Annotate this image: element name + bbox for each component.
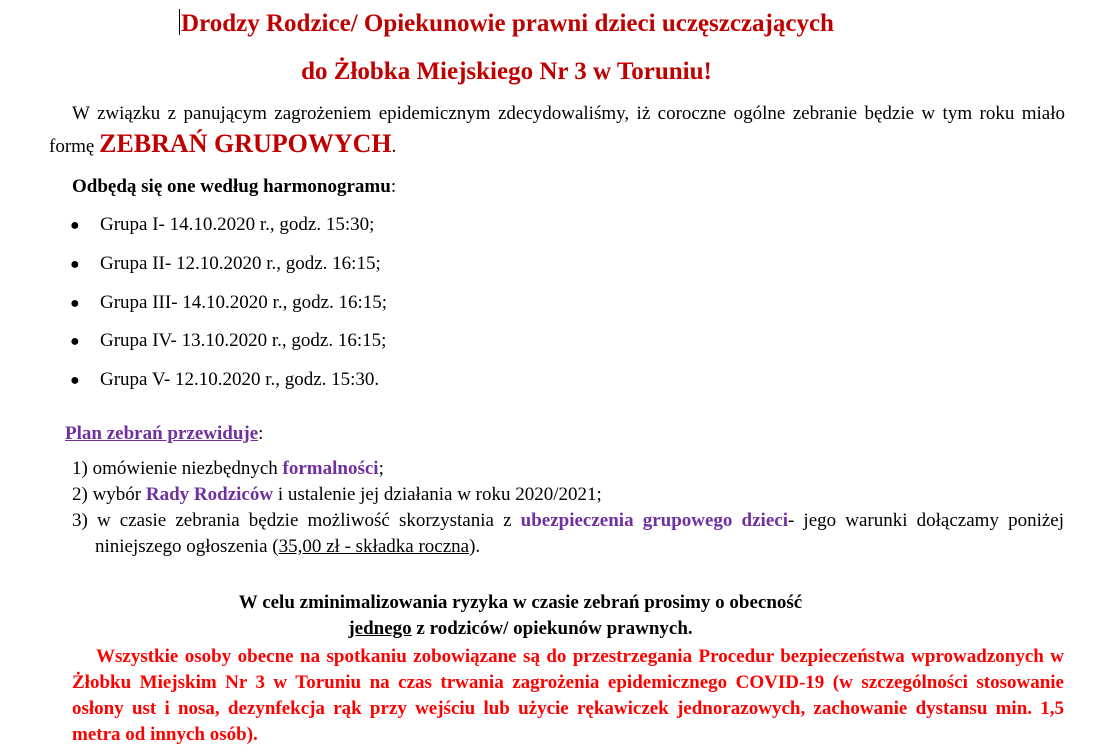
schedule-item-text: Grupa V- 12.10.2020 r., godz. 15:30. bbox=[100, 369, 380, 390]
warning-paragraph: Wszystkie osoby obecne na spotkaniu zobowiązane są do przestrzegania Procedur bezpieczeństwa wprowadzonych w Żłobku Miejskim Nr 3 w Toruniu na czas trwania zagrożenia epidemicznego COVID-19 (w szczególności stosowanie osłony ust i nosa, dezynfekcja rąk przy wejściu lub użycie rękawiczek jednorazowych, zachowanie dystansu min. 1,5 metra od innych osób). bbox=[72, 646, 1064, 745]
plan-item-text: ). bbox=[469, 536, 481, 557]
schedule-heading-text: Odbędą się one według harmonogramu bbox=[72, 176, 391, 197]
schedule-item bbox=[70, 366, 379, 395]
plan-item-highlight: formalności bbox=[282, 458, 379, 479]
bullet-icon: ● bbox=[70, 256, 80, 273]
schedule-item bbox=[70, 250, 381, 279]
plan-item-1 bbox=[72, 456, 1064, 482]
plan-heading-text: Plan zebrań przewiduje bbox=[65, 423, 259, 444]
schedule-item-text: Grupa III- 14.10.2020 r., godz. 16:15; bbox=[100, 292, 388, 313]
bullet-icon: ● bbox=[70, 295, 80, 312]
plan-item-2 bbox=[72, 482, 1064, 508]
title-line-2: do Żłobka Miejskiego Nr 3 w Toruniu! bbox=[301, 58, 712, 85]
plan-item-highlight: Rady Rodziców bbox=[145, 484, 274, 505]
plan-item-text: 2) wybór bbox=[72, 484, 146, 505]
plan-heading bbox=[65, 420, 263, 448]
schedule-item-text: Grupa IV- 13.10.2020 r., godz. 16:15; bbox=[100, 330, 387, 351]
notice-line-1: W celu zminimalizowania ryzyka w czasie zebrań prosimy o obecność bbox=[238, 592, 803, 613]
intro-paragraph bbox=[49, 99, 1065, 162]
plan-item-text: i ustalenie jej działania w roku 2020/2021; bbox=[273, 484, 602, 505]
fee-text: 35,00 zł - składka roczna bbox=[278, 536, 470, 557]
notice-underlined: jednego bbox=[348, 618, 412, 639]
schedule-item bbox=[70, 289, 387, 318]
bullet-icon: ● bbox=[70, 333, 80, 350]
schedule-heading-colon: : bbox=[390, 176, 397, 197]
notice-line-2 bbox=[0, 616, 1074, 642]
plan-item-text: - jego warunki dołączamy poniżej niniejszego ogłoszenia ( bbox=[95, 510, 1064, 557]
bullet-icon: ● bbox=[70, 372, 80, 389]
bullet-icon: ● bbox=[70, 217, 80, 234]
plan-item-highlight: ubezpieczenia grupowego dzieci bbox=[520, 510, 788, 531]
intro-highlight: ZEBRAŃ GRUPOWYCH bbox=[99, 129, 392, 158]
title-line-1: Drodzy Rodzice/ Opiekunowie prawni dzieci uczęszczających bbox=[0, 9, 1060, 39]
notice-text: z rodziców/ opiekunów prawnych. bbox=[411, 618, 693, 639]
intro-period: . bbox=[391, 136, 397, 157]
plan-heading-colon: : bbox=[258, 423, 264, 444]
schedule-item bbox=[70, 327, 386, 356]
schedule-item-text: Grupa II- 12.10.2020 r., godz. 16:15; bbox=[100, 253, 381, 274]
schedule-heading bbox=[72, 173, 396, 201]
intro-text: W związku z panującym zagrożeniem epidemicznym zdecydowaliśmy, iż coroczne ogólne zebranie będzie w tym roku miało formę bbox=[49, 103, 1065, 157]
plan-item-text: 1) omówienie niezbędnych bbox=[72, 458, 283, 479]
schedule-item-text: Grupa I- 14.10.2020 r., godz. 15:30; bbox=[100, 214, 375, 235]
plan-item-3 bbox=[72, 508, 1064, 560]
schedule-item bbox=[70, 211, 374, 240]
plan-item-text: ; bbox=[378, 458, 384, 479]
plan-item-text: 3) w czasie zebrania będzie możliwość skorzystania z bbox=[72, 510, 521, 531]
